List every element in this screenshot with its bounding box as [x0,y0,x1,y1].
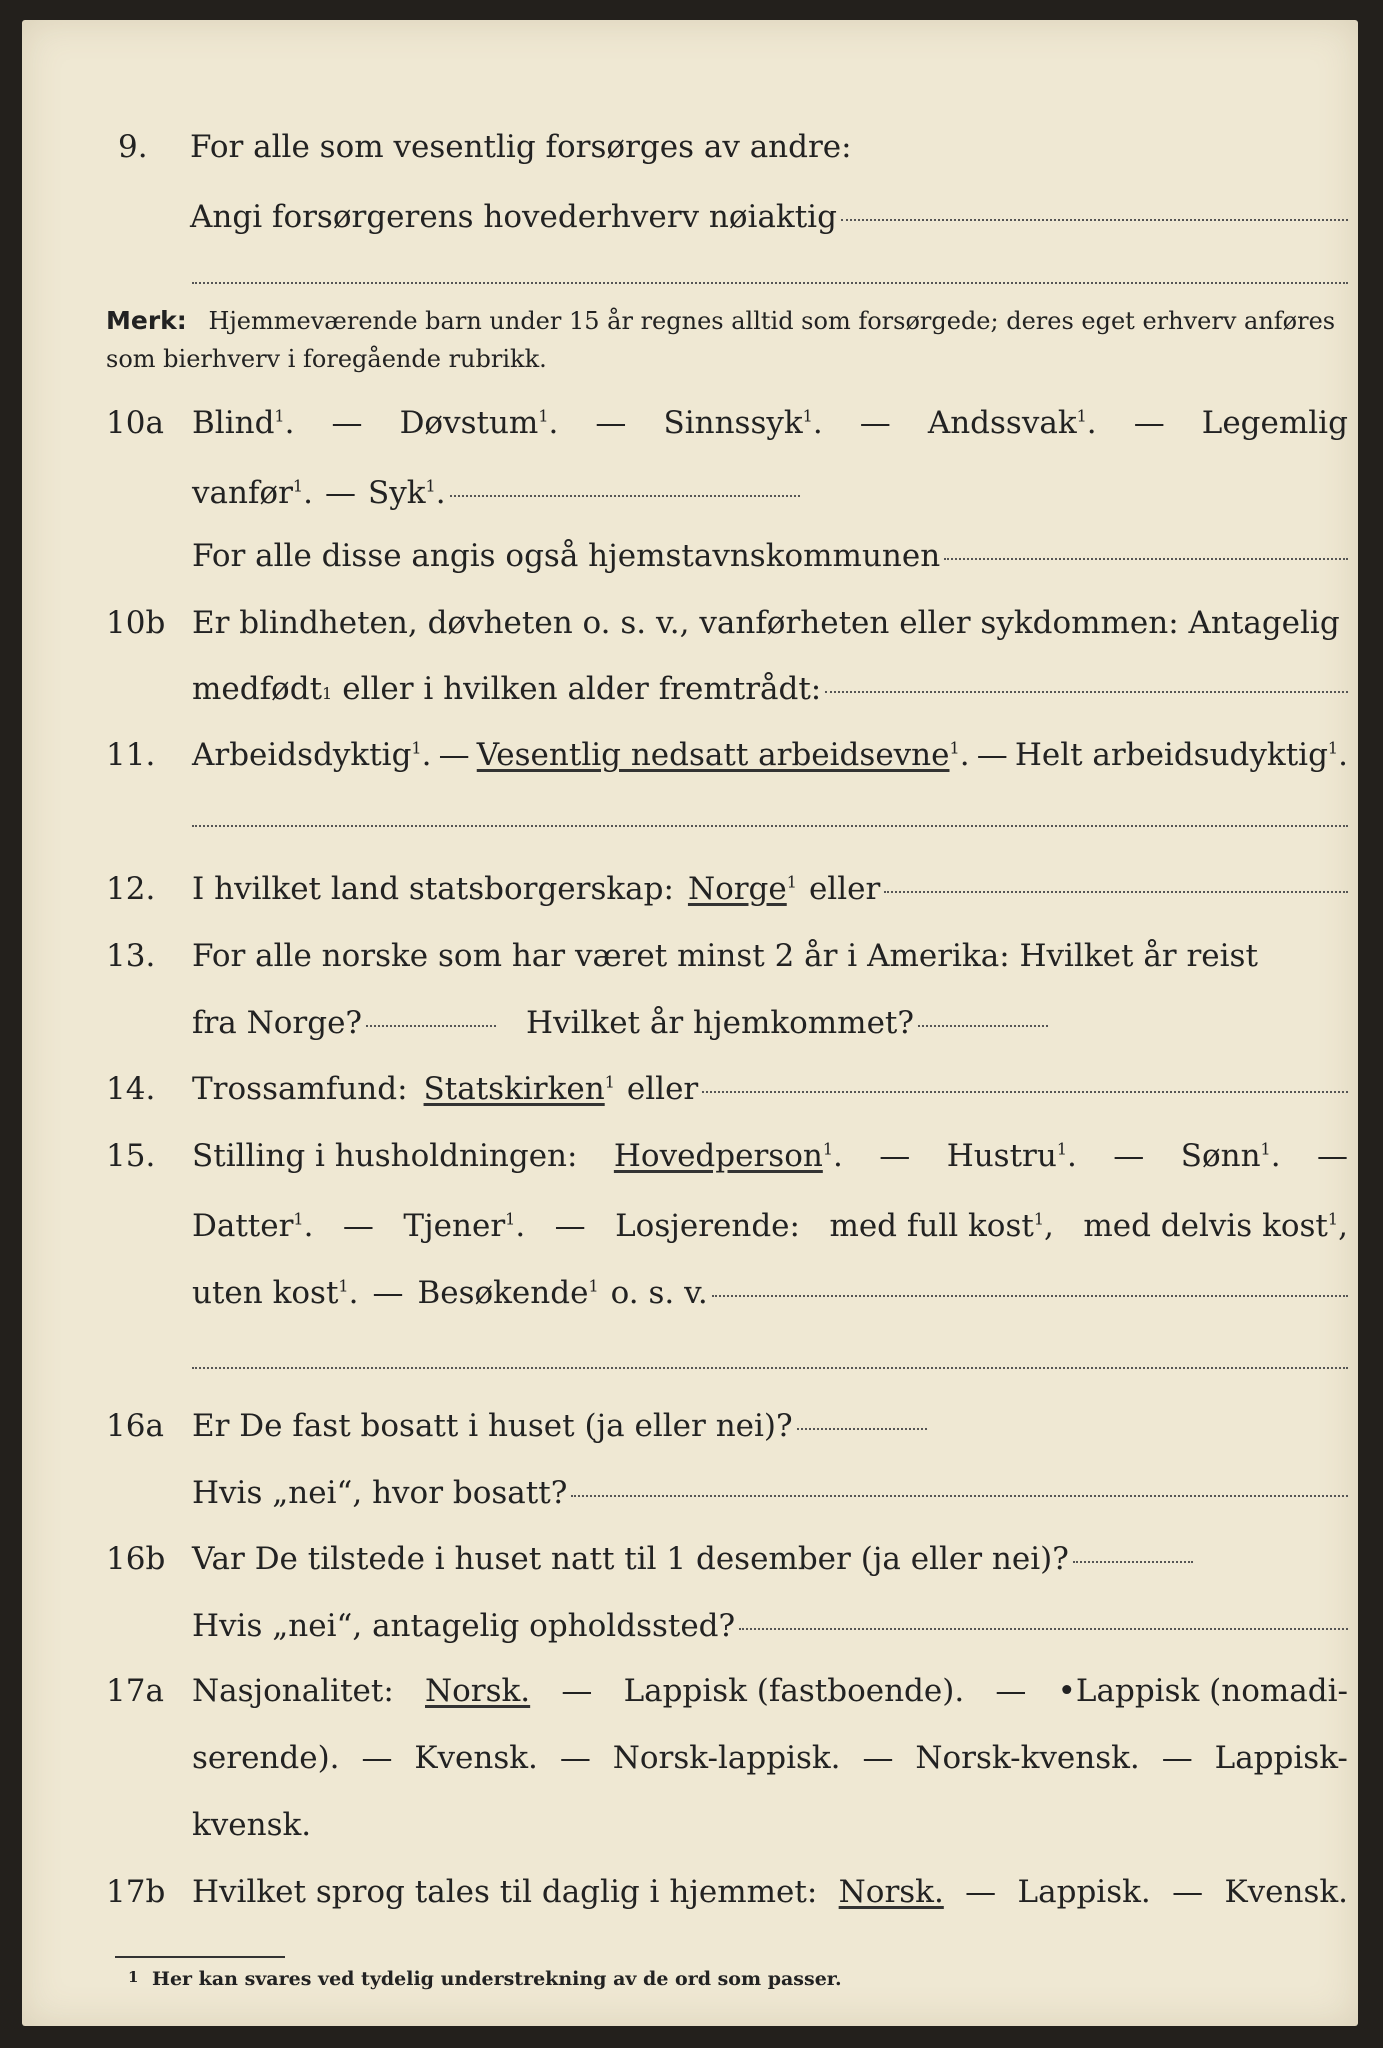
q10a-line3 [0,533,1383,579]
footnote-text: Her kan svares ved tydelig understrekning av de ord som passer. [152,1968,842,1990]
q15-answer-line-2[interactable] [192,1367,1348,1369]
q16b-line1 [0,1536,1383,1582]
q16a-bosatt-line[interactable] [571,1495,1348,1497]
opt-legemlig[interactable]: Legemlig [1201,405,1348,441]
opt-vanfor[interactable]: vanfør [192,475,293,511]
q17a-number: 17a [106,1673,164,1709]
opt-sinnssyk[interactable]: Sinnssyk [663,405,803,441]
q10a-line2: vanfør$^1$. — Syk$^1$. [0,470,1383,516]
merk-text: Hjemmeværende barn under 15 år regnes alltid som forsørgede; deres eget erhverv anføres som bierhverv i foregående rubrikk. [106,307,1336,373]
opt-udyktig[interactable]: Helt arbeidsudyktig [1014,737,1328,773]
q17b-number: 17b [106,1874,166,1910]
footnote-rule [115,1956,285,1958]
q16a-line2 [0,1470,1383,1516]
opt-lappisk-kvensk[interactable]: Lappisk- [1214,1740,1348,1776]
q14-number: 14. [106,1071,156,1107]
q17b-text: Hvilket sprog tales til daglig i hjemmet: [192,1874,818,1910]
q17a-line1: 17a Nasjonalitet: Norsk. — Lappisk (fastboende). — •Lappisk (nomadi- [0,1668,1383,1714]
q15-number: 15. [106,1138,156,1174]
q10a-line1: 10a Blind$^1$. — Døvstum$^1$. — Sinnssyk$^1$. — Andssvak$^1$. — Legemlig [0,400,1383,446]
merk-note [106,302,1356,378]
q9-text: For alle som vesentlig forsørges av andre: [190,129,852,165]
opt-lappisk-kvensk-2[interactable]: kvensk. [192,1807,312,1843]
q10a-hjemstavn-line[interactable] [944,558,1348,560]
opt-dovstum[interactable]: Døvstum [399,405,539,441]
q10b-text-2: eller i hvilken alder fremtrådt: [342,671,822,707]
opt-sprog-norsk[interactable]: Norsk. [838,1874,944,1910]
q15-line3: uten kost$^1$. — Besøkende$^1$ o. s. v. [0,1270,1383,1316]
opt-sprog-lappisk[interactable]: Lappisk. [1017,1874,1151,1910]
opt-kvensk[interactable]: Kvensk. [414,1740,538,1776]
q16b-answer-line[interactable] [1073,1561,1193,1563]
opt-uten-kost[interactable]: uten kost [192,1275,339,1311]
q12-eller: eller [808,871,881,907]
q10b-line2: medfødt 1 eller i hvilken alder fremtrådt: [0,666,1383,712]
q13-text: For alle norske som har været minst 2 år i Amerika: Hvilket år reist [192,938,1258,974]
opt-delvis-kost[interactable]: med delvis kost [1083,1208,1328,1244]
opt-lappisk-nomadi[interactable]: •Lappisk (nomadi- [1057,1673,1348,1709]
footnote [128,1968,842,1990]
q14-line: 14. Trossamfund: Statskirken$^1$ eller [0,1066,1383,1112]
q15-line2: Datter$^1$. — Tjener$^1$. — Losjerende: med full kost$^1$, med delvis kost$^1$, [0,1203,1383,1249]
q11-answer-line[interactable] [192,825,1348,827]
q17a-text: Nasjonalitet: [192,1673,394,1709]
opt-datter[interactable]: Datter [192,1208,294,1244]
q10b-line1 [0,600,1383,646]
q12-line: 12. I hvilket land statsborgerskap: Norge$^1$ eller [0,866,1383,912]
q12-answer-line[interactable] [884,891,1348,893]
opt-besokende[interactable]: Besøkende [417,1275,589,1311]
q10b-text: Er blindheten, døvheten o. s. v., vanførheten eller sykdommen: Antagelig [192,605,1340,641]
opt-andssvak[interactable]: Andssvak [927,405,1077,441]
q14-answer-line[interactable] [702,1091,1348,1093]
opt-hovedperson[interactable]: Hovedperson [613,1138,823,1174]
q12-text: I hvilket land statsborgerskap: [192,871,674,907]
q15-text: Stilling i husholdningen: [192,1138,578,1174]
opt-sonn[interactable]: Sønn [1180,1138,1261,1174]
opt-sprog-kvensk[interactable]: Kvensk. [1224,1874,1348,1910]
q10b-answer-line[interactable] [825,691,1348,693]
q15-osv: o. s. v. [610,1275,708,1311]
opt-blind[interactable]: Blind [192,405,275,441]
q16a-subtext: Hvis „nei“, hvor bosatt? [192,1475,568,1511]
opt-lappisk-nomadi-2[interactable]: serende). [192,1740,340,1776]
q15-line1: 15. Stilling i husholdningen: Hovedperson$^1$. — Hustru$^1$. — Sønn$^1$. — [0,1133,1383,1179]
q9-line2 [0,194,1383,240]
q9-answer-line[interactable] [841,219,1348,221]
opt-nasj-norsk[interactable]: Norsk. [425,1673,531,1709]
q13-line2 [0,1000,1383,1046]
opt-losjerende: Losjerende: [615,1208,800,1244]
footnote-mark: 1 [128,1968,139,1986]
q16a-number: 16a [106,1408,164,1444]
q16b-subtext: Hvis „nei“, antagelig opholdssted? [192,1608,736,1644]
opt-tjener[interactable]: Tjener [403,1208,506,1244]
q11-number: 11. [106,737,156,773]
q16a-answer-line[interactable] [797,1428,927,1430]
q13-line1 [0,933,1383,979]
q9-number: 9. [118,129,148,165]
q17b-line: 17b Hvilket sprog tales til daglig i hjemmet: Norsk. — Lappisk. — Kvensk. [0,1869,1383,1915]
q16b-text: Var De tilstede i huset natt til 1 desember (ja eller nei)? [192,1541,1069,1577]
q9-answer-line-2[interactable] [192,282,1348,284]
opt-hustru[interactable]: Hustru [946,1138,1057,1174]
q16a-line1 [0,1403,1383,1449]
q11-line: 11. Arbeidsdyktig$^1$. — Vesentlig nedsatt arbeidsevne$^1$. — Helt arbeidsudyktig$^1$. [0,732,1383,778]
q17a-line2: serende). — Kvensk. — Norsk-lappisk. — Norsk-kvensk. — Lappisk- [0,1735,1383,1781]
q16b-number: 16b [106,1541,166,1577]
q16a-text: Er De fast bosatt i huset (ja eller nei)? [192,1408,793,1444]
q14-eller: eller [626,1071,699,1107]
opt-statskirken[interactable]: Statskirken [423,1071,605,1107]
q10a-answer-line[interactable] [450,495,800,497]
q13-number: 13. [106,938,156,974]
q10b-number: 10b [106,605,166,641]
q12-number: 12. [106,871,156,907]
q13-fra-norge: fra Norge? [192,1005,363,1041]
q9-subtext: Angi forsørgerens hovederhverv nøiaktig [190,199,837,235]
q17a-line3 [0,1802,1383,1848]
opt-norsk-lappisk[interactable]: Norsk-lappisk. [612,1740,841,1776]
opt-norsk-kvensk[interactable]: Norsk-kvensk. [915,1740,1140,1776]
q9-line1 [0,124,1383,170]
q14-text: Trossamfund: [192,1071,408,1107]
opt-lappisk-fast[interactable]: Lappisk (fastboende). [623,1673,965,1709]
opt-syk[interactable]: Syk [367,475,426,511]
q13-year-returned-line[interactable] [918,1025,1048,1027]
q13-year-left-line[interactable] [366,1025,496,1027]
q16b-line2 [0,1603,1383,1649]
opt-full-kost[interactable]: med full kost [829,1208,1034,1244]
q16b-opholdssted-line[interactable] [739,1628,1348,1630]
opt-arbeidsdyktig[interactable]: Arbeidsdyktig [192,737,412,773]
q13-hjemkommet: Hvilket år hjemkommet? [526,1005,915,1041]
merk-label: Merk: [106,306,187,335]
opt-norge[interactable]: Norge [687,871,787,907]
opt-medfodt[interactable]: medfødt [192,671,323,707]
q10a-number: 10a [106,405,164,441]
opt-nedsatt[interactable]: Vesentlig nedsatt arbeidsevne [476,737,950,773]
q15-answer-line[interactable] [712,1295,1348,1297]
q10a-hjemstavn-text: For alle disse angis også hjemstavnskommunen [192,538,941,574]
